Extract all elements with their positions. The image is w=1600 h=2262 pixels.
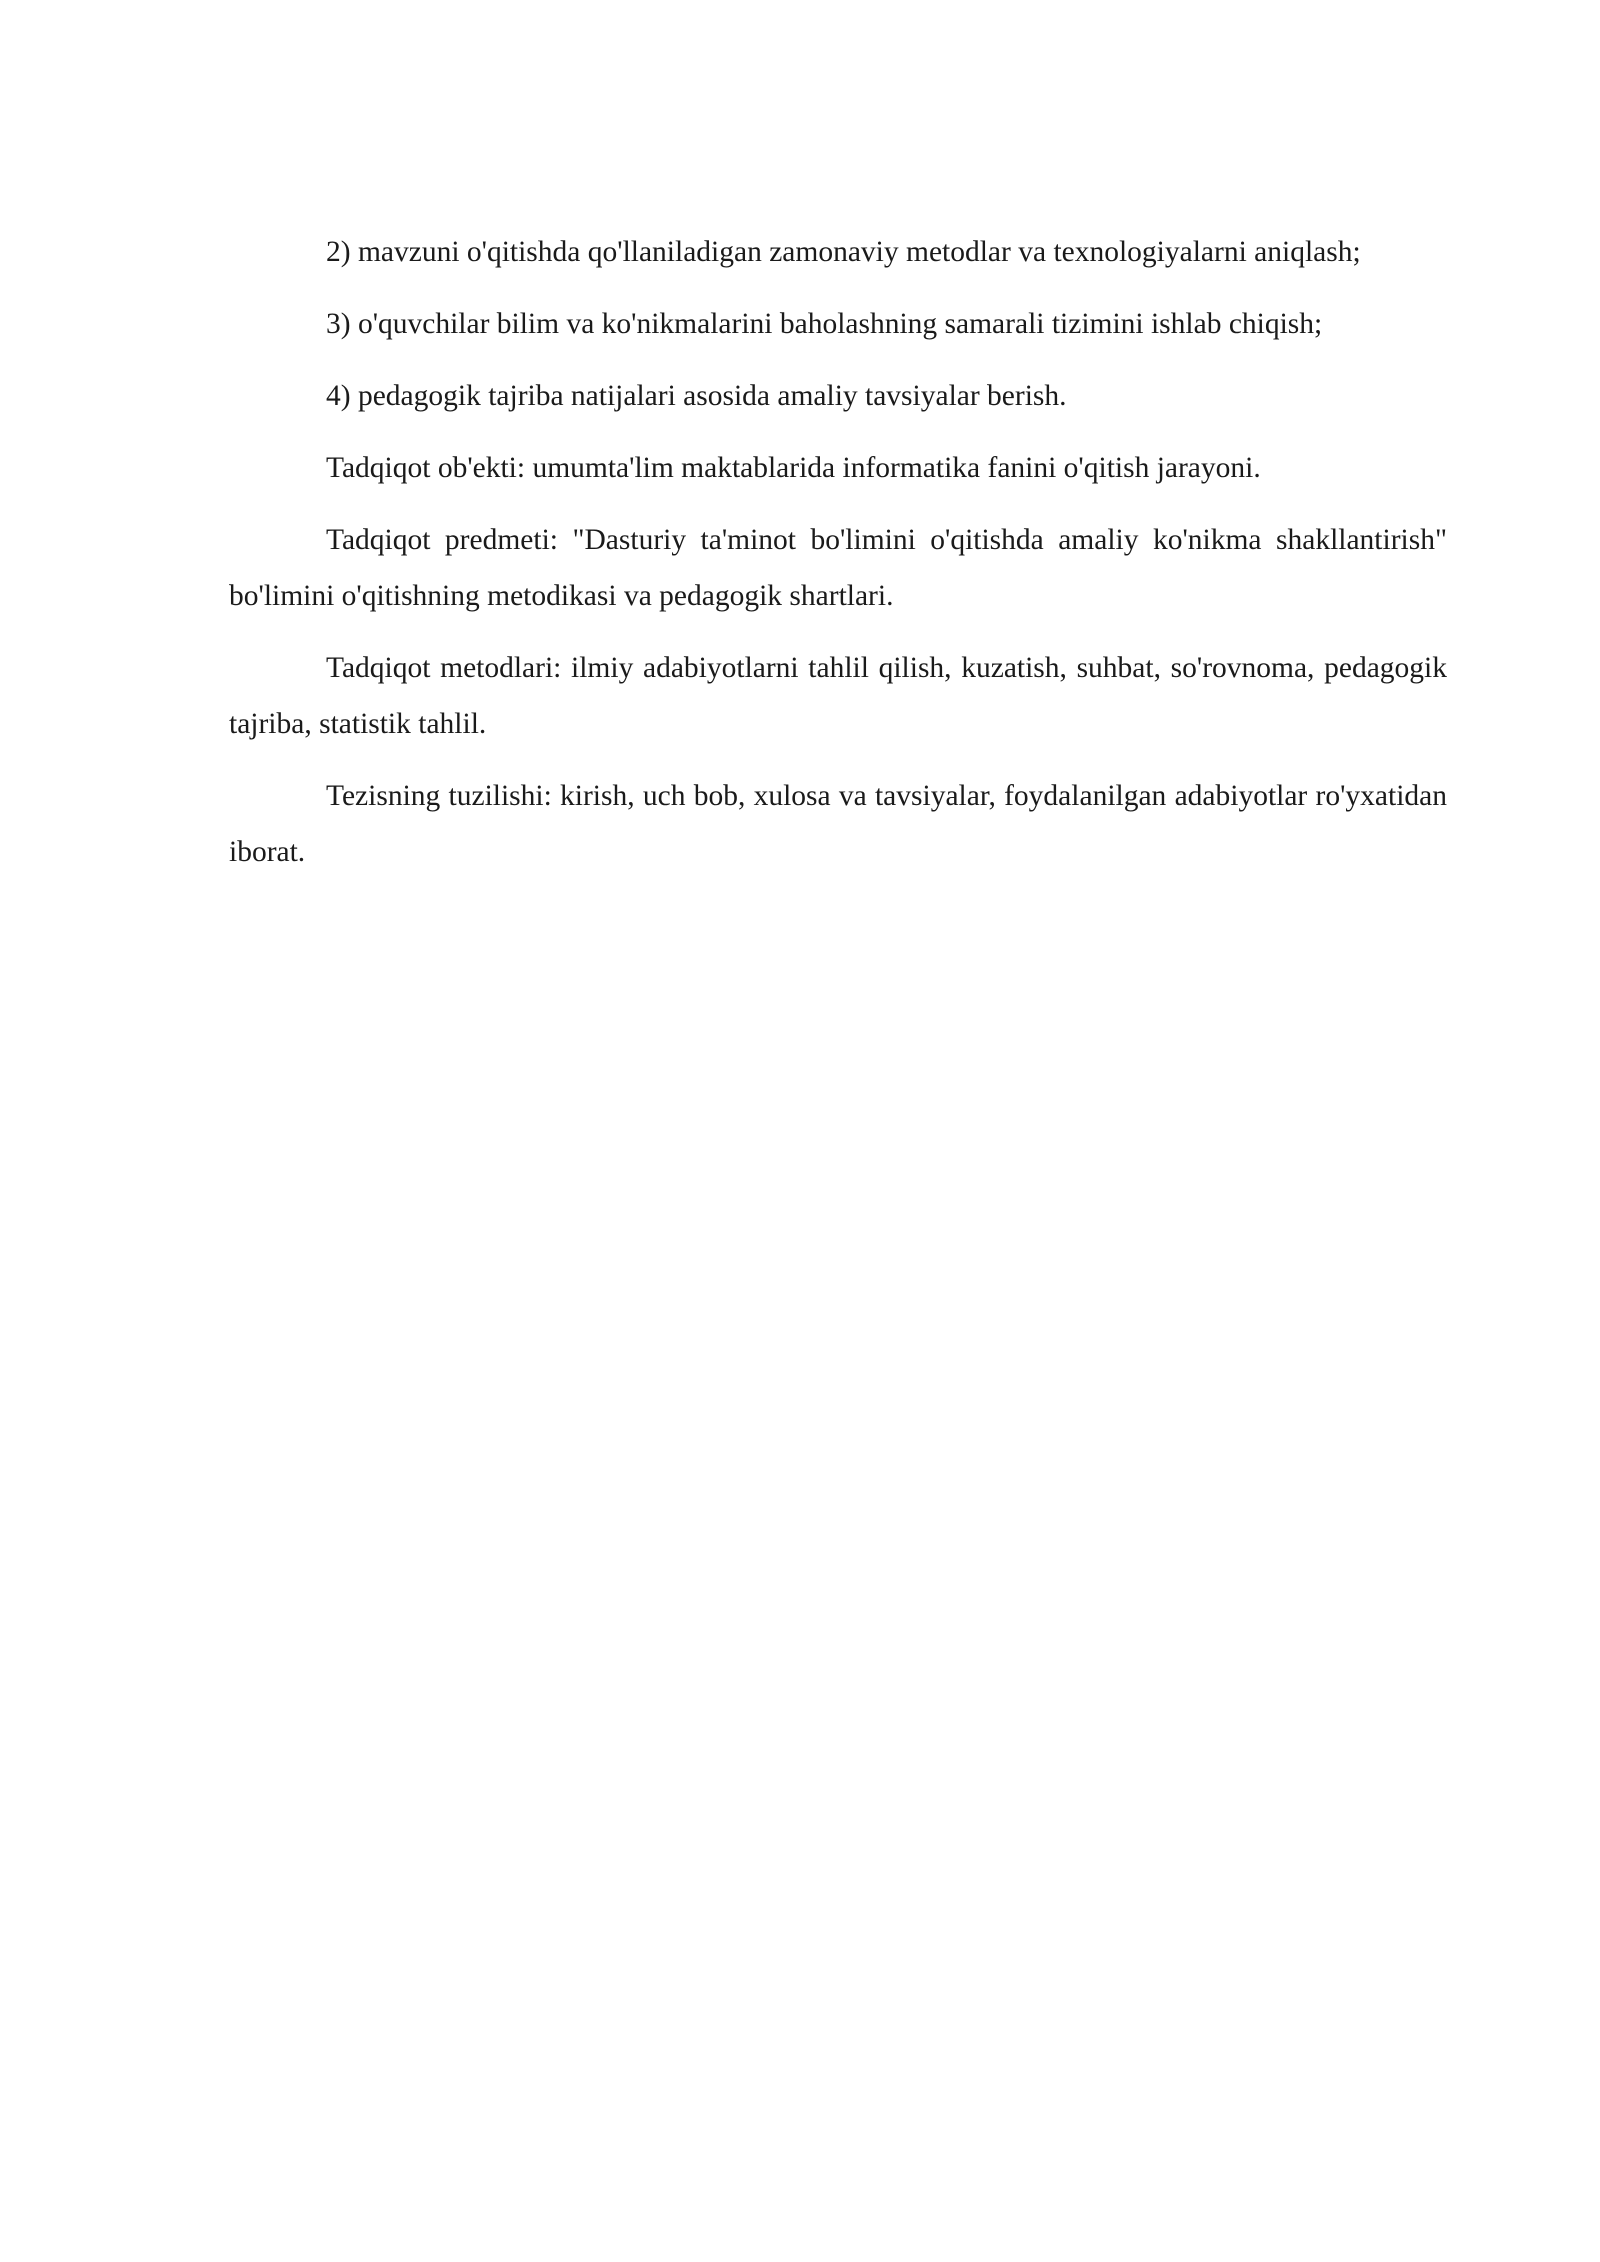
task-item-2: 2) mavzuni o'qitishda qo'llaniladigan zamonaviy metodlar va texnologiyalarni aniqlash; (326, 236, 1361, 268)
research-object-paragraph: Tadqiqot ob'ekti: umumta'lim maktablarida informatika fanini o'qitish jarayoni. (326, 452, 1261, 484)
thesis-structure-paragraph: Tezisning tuzilishi: kirish, uch bob, xulosa va tavsiyalar, foydalanilgan adabiyotlar ro'yxatidan iborat. (229, 780, 1447, 868)
task-item-3: 3) o'quvchilar bilim va ko'nikmalarini baholashning samarali tizimini ishlab chiqish; (326, 308, 1323, 340)
research-methods-paragraph: Tadqiqot metodlari: ilmiy adabiyotlarni tahlil qilish, kuzatish, suhbat, so'rovnoma, pedagogik tajriba, statistik tahlil. (229, 652, 1447, 740)
document-body (229, 224, 1447, 896)
task-item-4: 4) pedagogik tajriba natijalari asosida amaliy tavsiyalar berish. (326, 380, 1067, 412)
research-subject-paragraph: Tadqiqot predmeti: "Dasturiy ta'minot bo'limini o'qitishda amaliy ko'nikma shakllantirish" bo'limini o'qitishning metodikasi va pedagogik shartlari. (229, 524, 1447, 612)
